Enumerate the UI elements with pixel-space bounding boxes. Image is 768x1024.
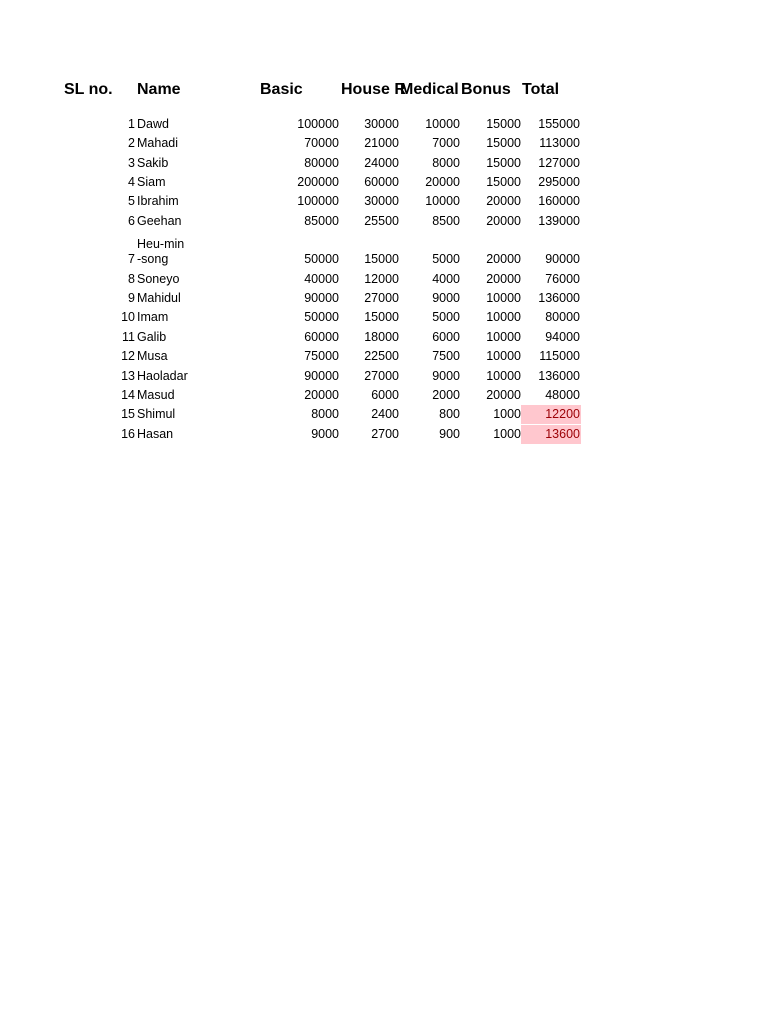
house-rent-cell[interactable]: 27000 xyxy=(364,369,399,383)
basic-cell[interactable]: 50000 xyxy=(304,252,339,266)
medical-cell[interactable]: 2000 xyxy=(432,388,460,402)
medical-cell[interactable]: 8500 xyxy=(432,214,460,228)
table-row xyxy=(0,386,768,405)
sl-cell[interactable]: 2 xyxy=(128,136,135,150)
total-cell[interactable]: 90000 xyxy=(545,252,580,266)
bonus-cell[interactable]: 15000 xyxy=(486,117,521,131)
bonus-cell[interactable]: 10000 xyxy=(486,369,521,383)
bonus-cell[interactable]: 20000 xyxy=(486,252,521,266)
table-row xyxy=(0,425,768,444)
total-cell[interactable]: 136000 xyxy=(538,369,580,383)
bonus-cell[interactable]: 20000 xyxy=(486,214,521,228)
basic-cell[interactable]: 85000 xyxy=(304,214,339,228)
total-cell[interactable]: 113000 xyxy=(539,136,580,150)
total-cell[interactable]: 80000 xyxy=(545,310,580,324)
table-row xyxy=(0,173,768,192)
table-row xyxy=(0,270,768,289)
bonus-cell[interactable]: 20000 xyxy=(486,388,521,402)
total-cell[interactable]: 295000 xyxy=(538,175,580,189)
name-cell[interactable]: Dawd xyxy=(137,117,169,131)
name-cell[interactable]: Sakib xyxy=(137,156,169,170)
name-cell[interactable]: Ibrahim xyxy=(137,194,179,208)
header-name[interactable]: Name xyxy=(137,81,181,98)
basic-cell[interactable]: 200000 xyxy=(297,175,339,189)
bonus-cell[interactable]: 10000 xyxy=(486,349,521,363)
sl-cell[interactable]: 3 xyxy=(128,156,135,170)
medical-cell[interactable]: 5000 xyxy=(432,252,460,266)
house-rent-cell[interactable]: 2700 xyxy=(371,427,399,441)
bonus-cell[interactable]: 10000 xyxy=(486,330,521,344)
bonus-cell[interactable]: 20000 xyxy=(486,194,521,208)
header-sl-no[interactable]: SL no. xyxy=(64,81,113,98)
medical-cell[interactable]: 900 xyxy=(439,427,460,441)
medical-cell[interactable]: 9000 xyxy=(432,291,460,305)
sl-cell[interactable]: 6 xyxy=(128,214,135,228)
bonus-cell[interactable]: 1000 xyxy=(493,407,521,421)
total-cell[interactable]: 48000 xyxy=(545,388,580,402)
medical-cell[interactable]: 5000 xyxy=(432,310,460,324)
table-row xyxy=(0,308,768,327)
header-house-rent[interactable]: House R xyxy=(341,81,406,98)
bonus-cell[interactable]: 15000 xyxy=(486,136,521,150)
name-cell[interactable]: Geehan xyxy=(137,214,182,228)
basic-cell[interactable]: 75000 xyxy=(304,349,339,363)
total-cell[interactable]: 160000 xyxy=(538,194,580,208)
name-cell[interactable]: Soneyo xyxy=(137,272,180,286)
sl-cell[interactable]: 12 xyxy=(121,349,135,363)
table-row xyxy=(0,289,768,308)
total-cell[interactable]: 13600 xyxy=(521,425,581,444)
table-row xyxy=(0,115,768,134)
name-cell[interactable]: Haoladar xyxy=(137,369,188,383)
bonus-cell[interactable]: 20000 xyxy=(486,272,521,286)
medical-cell[interactable]: 20000 xyxy=(425,175,460,189)
medical-cell[interactable]: 800 xyxy=(439,407,460,421)
house-rent-cell[interactable]: 60000 xyxy=(364,175,399,189)
sl-cell[interactable]: 11 xyxy=(122,330,135,344)
total-cell[interactable]: 136000 xyxy=(538,291,580,305)
sl-cell[interactable]: 7 xyxy=(128,252,135,266)
name-cell[interactable]: Imam xyxy=(137,310,169,324)
basic-cell[interactable]: 100000 xyxy=(297,117,339,131)
basic-cell[interactable]: 20000 xyxy=(304,388,339,402)
basic-cell[interactable]: 80000 xyxy=(304,156,339,170)
house-rent-cell[interactable]: 24000 xyxy=(364,156,399,170)
medical-cell[interactable]: 7000 xyxy=(432,136,460,150)
table-row xyxy=(0,405,768,424)
house-rent-cell[interactable]: 30000 xyxy=(364,117,399,131)
total-cell[interactable]: 12200 xyxy=(521,405,581,424)
medical-cell[interactable]: 10000 xyxy=(425,194,460,208)
sl-cell[interactable]: 13 xyxy=(121,369,135,383)
basic-cell[interactable]: 9000 xyxy=(311,427,339,441)
table-row xyxy=(0,192,768,211)
sl-cell[interactable]: 9 xyxy=(128,291,135,305)
sl-cell[interactable]: 1 xyxy=(128,117,135,131)
name-cell[interactable]: Masud xyxy=(137,388,175,402)
basic-cell[interactable]: 90000 xyxy=(304,291,339,305)
name-cell[interactable]: Mahidul xyxy=(137,291,181,305)
table-row xyxy=(0,237,768,269)
house-rent-cell[interactable]: 2400 xyxy=(371,407,399,421)
name-cell[interactable]: Shimul xyxy=(137,407,176,421)
name-cell[interactable]: Mahadi xyxy=(137,136,178,150)
table-row xyxy=(0,367,768,386)
total-cell[interactable]: 115000 xyxy=(539,349,580,363)
table-row xyxy=(0,154,768,173)
basic-cell[interactable]: 60000 xyxy=(304,330,339,344)
name-cell[interactable]: Galib xyxy=(137,330,167,344)
sl-cell[interactable]: 14 xyxy=(121,388,135,402)
total-cell[interactable]: 94000 xyxy=(545,330,580,344)
basic-cell[interactable]: 40000 xyxy=(304,272,339,286)
medical-cell[interactable]: 10000 xyxy=(425,117,460,131)
basic-cell[interactable]: 8000 xyxy=(311,407,339,421)
table-row xyxy=(0,134,768,153)
header-basic[interactable]: Basic xyxy=(260,81,303,98)
house-rent-cell[interactable]: 21000 xyxy=(364,136,399,150)
medical-cell[interactable]: 4000 xyxy=(432,272,460,286)
total-cell[interactable]: 155000 xyxy=(538,117,580,131)
house-rent-cell[interactable]: 22500 xyxy=(364,349,399,363)
header-total[interactable]: Total xyxy=(522,81,560,98)
bonus-cell[interactable]: 1000 xyxy=(493,427,521,441)
medical-cell[interactable]: 9000 xyxy=(432,369,460,383)
house-rent-cell[interactable]: 15000 xyxy=(364,252,399,266)
total-cell[interactable]: 139000 xyxy=(538,214,580,228)
house-rent-cell[interactable]: 6000 xyxy=(371,388,399,402)
name-cell[interactable]: -song xyxy=(137,252,169,266)
bonus-cell[interactable]: 10000 xyxy=(486,310,521,324)
bonus-cell[interactable]: 15000 xyxy=(486,156,521,170)
name-cell-wrapped-line: Heu-min xyxy=(137,237,185,251)
header-bonus[interactable]: Bonus xyxy=(461,81,511,98)
house-rent-cell[interactable]: 27000 xyxy=(364,291,399,305)
house-rent-cell[interactable]: 12000 xyxy=(364,272,399,286)
sl-cell[interactable]: 8 xyxy=(128,272,135,286)
house-rent-cell[interactable]: 25500 xyxy=(364,214,399,228)
sl-cell[interactable]: 16 xyxy=(121,427,135,441)
basic-cell[interactable]: 70000 xyxy=(304,136,339,150)
name-cell[interactable]: Musa xyxy=(137,349,168,363)
house-rent-cell[interactable]: 30000 xyxy=(364,194,399,208)
total-cell[interactable]: 76000 xyxy=(545,272,580,286)
house-rent-cell[interactable]: 15000 xyxy=(364,310,399,324)
sl-cell[interactable]: 15 xyxy=(121,407,135,421)
bonus-cell[interactable]: 10000 xyxy=(486,291,521,305)
medical-cell[interactable]: 6000 xyxy=(432,330,460,344)
total-cell[interactable]: 127000 xyxy=(538,156,580,170)
table-row xyxy=(0,212,768,231)
house-rent-cell[interactable]: 18000 xyxy=(364,330,399,344)
bonus-cell[interactable]: 15000 xyxy=(486,175,521,189)
table-row xyxy=(0,328,768,347)
sl-cell[interactable]: 5 xyxy=(128,194,135,208)
basic-cell[interactable]: 100000 xyxy=(297,194,339,208)
sl-cell[interactable]: 10 xyxy=(121,310,135,324)
name-cell[interactable]: Siam xyxy=(137,175,166,189)
medical-cell[interactable]: 7500 xyxy=(432,349,460,363)
basic-cell[interactable]: 50000 xyxy=(304,310,339,324)
table-row xyxy=(0,347,768,366)
basic-cell[interactable]: 90000 xyxy=(304,369,339,383)
header-medical[interactable]: Medical xyxy=(400,81,459,98)
sl-cell[interactable]: 4 xyxy=(128,175,135,189)
medical-cell[interactable]: 8000 xyxy=(432,156,460,170)
name-cell[interactable]: Hasan xyxy=(137,427,174,441)
